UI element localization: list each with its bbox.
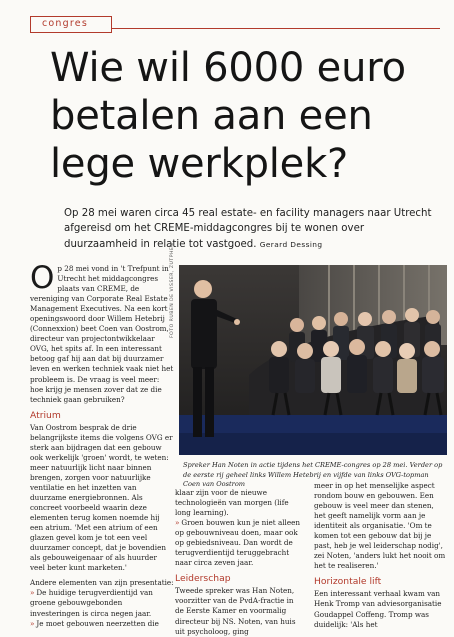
bullet-text: De huidige terugverdientijd van groene gebouwgebonden investeringen is circa negen jaar. <box>30 588 153 618</box>
bullet-item <box>175 518 301 568</box>
conference-photo <box>179 265 447 455</box>
paragraph-1 <box>30 260 174 405</box>
column-2 <box>175 488 301 637</box>
subheading-horizontale-lift: Horizontale lift <box>314 576 382 588</box>
bullet-continuation: klaar zijn voor de nieuwe technologieën van morgen (life long learning). <box>175 488 289 518</box>
article-intro <box>64 206 436 252</box>
drop-cap: O <box>30 260 55 296</box>
bullet-icon: » <box>30 588 35 598</box>
bullet-item <box>30 588 174 618</box>
conference-photo-image <box>179 265 447 455</box>
bullet-text: Groen bouwen kun je niet alleen op gebouwniveau doen, maar ook op gebiedsniveau. Dan wordt de terugverdientijd teruggebracht naar circa zeven jaar. <box>175 518 300 568</box>
photo-caption: Spreker Han Noten in actie tijdens het CREME-congres op 28 mei. Verder op de eerste rij geheel links Willem Hetebrij en vijfde van links OVG-topman Coen van Oostrom <box>183 461 443 489</box>
photo-credit <box>170 242 179 338</box>
author-name: Gerard Dessing <box>259 239 323 249</box>
column-3 <box>314 481 446 630</box>
bullet-icon: » <box>175 518 180 528</box>
intro-text: Op 28 mei waren circa 45 real estate- en facility managers naar Utrecht afgereisd om het CREME-middagcongres bij te wonen over duurzaamheid in relatie tot vastgoed. <box>64 208 432 250</box>
paragraph-6: Een interessant verhaal kwam van Henk Tromp van adviesorganisatie Goudappel Coffeng. Tromp was duidelijk: 'Als het <box>314 589 442 629</box>
bullet-icon: » <box>30 618 35 628</box>
section-tag: congres <box>30 16 112 33</box>
paragraph-5: meer in op het menselijke aspect rondom bouw en gebouwen. Een gebouw is veel meer dan stenen, het geeft namelijk vorm aan je identiteit als organisatie. 'Om te komen tot een gebouw dat bij je past, heb je wel leiderschap nodig', zei Noten, 'anders lukt het nooit om het te realiseren.' <box>314 481 446 571</box>
paragraph-3: Andere elementen van zijn presentatie: <box>30 578 174 588</box>
paragraph-2: Van Oostrom besprak de drie belangrijkste items die volgens OVG er sterk aan bijdragen dat een gebouw ook werkelijk 'groen' wordt, te weten: meer natuurlijk licht naar binnen brengen, zorgen voor natuurlijke ventilatie en het inzetten van duurzame energiebronnen. Als concreet voorbeeld waarin deze elementen terug komen noemde hij een atrium. 'Met een atrium of een glazen gevel kom je tot een veel duurzamer concept, dat je bovendien als gebouweigenaar of als huurder veel beter kunt marketen.' <box>30 422 173 573</box>
article-title: Wie wil 6000 euro betalen aan een lege werkplek? <box>50 45 406 187</box>
section-rule <box>112 28 440 29</box>
subheading-leiderschap: Leiderschap <box>175 573 231 585</box>
paragraph-1-text: p 28 mei vond in 't Trefpunt in Utrecht het middagcongres plaats van CREME, de vereniging van Corporate Real Estate Management Executives. Na een kort openingswoord door Willem Hetebrij (Connexxion) beet Coen van Oostrom, directeur van projectontwikkelaar OVG, het spits af. In een interessant betoog gaf hij aan dat bij duurzamer leven en werken techniek vaak niet het probleem is. De vraag is veel meer: hoe krijg je mensen zover dat ze die techniek gaan gebruiken? <box>30 264 174 404</box>
bullet-item <box>30 619 174 629</box>
paragraph-4: Tweede spreker was Han Noten, voorzitter van de PvdA-fractie in de Eerste Kamer en voormalig directeur bij NS. Noten, van huis uit psycholoog, ging <box>175 586 296 636</box>
column-1 <box>30 260 174 629</box>
subheading-atrium: Atrium <box>30 409 61 421</box>
photo-credit-text: FOTO RUBEN DE VISSER, ZUTPHEN <box>170 242 175 338</box>
bullet-text: Je moet gebouwen neerzetten die <box>36 618 159 628</box>
